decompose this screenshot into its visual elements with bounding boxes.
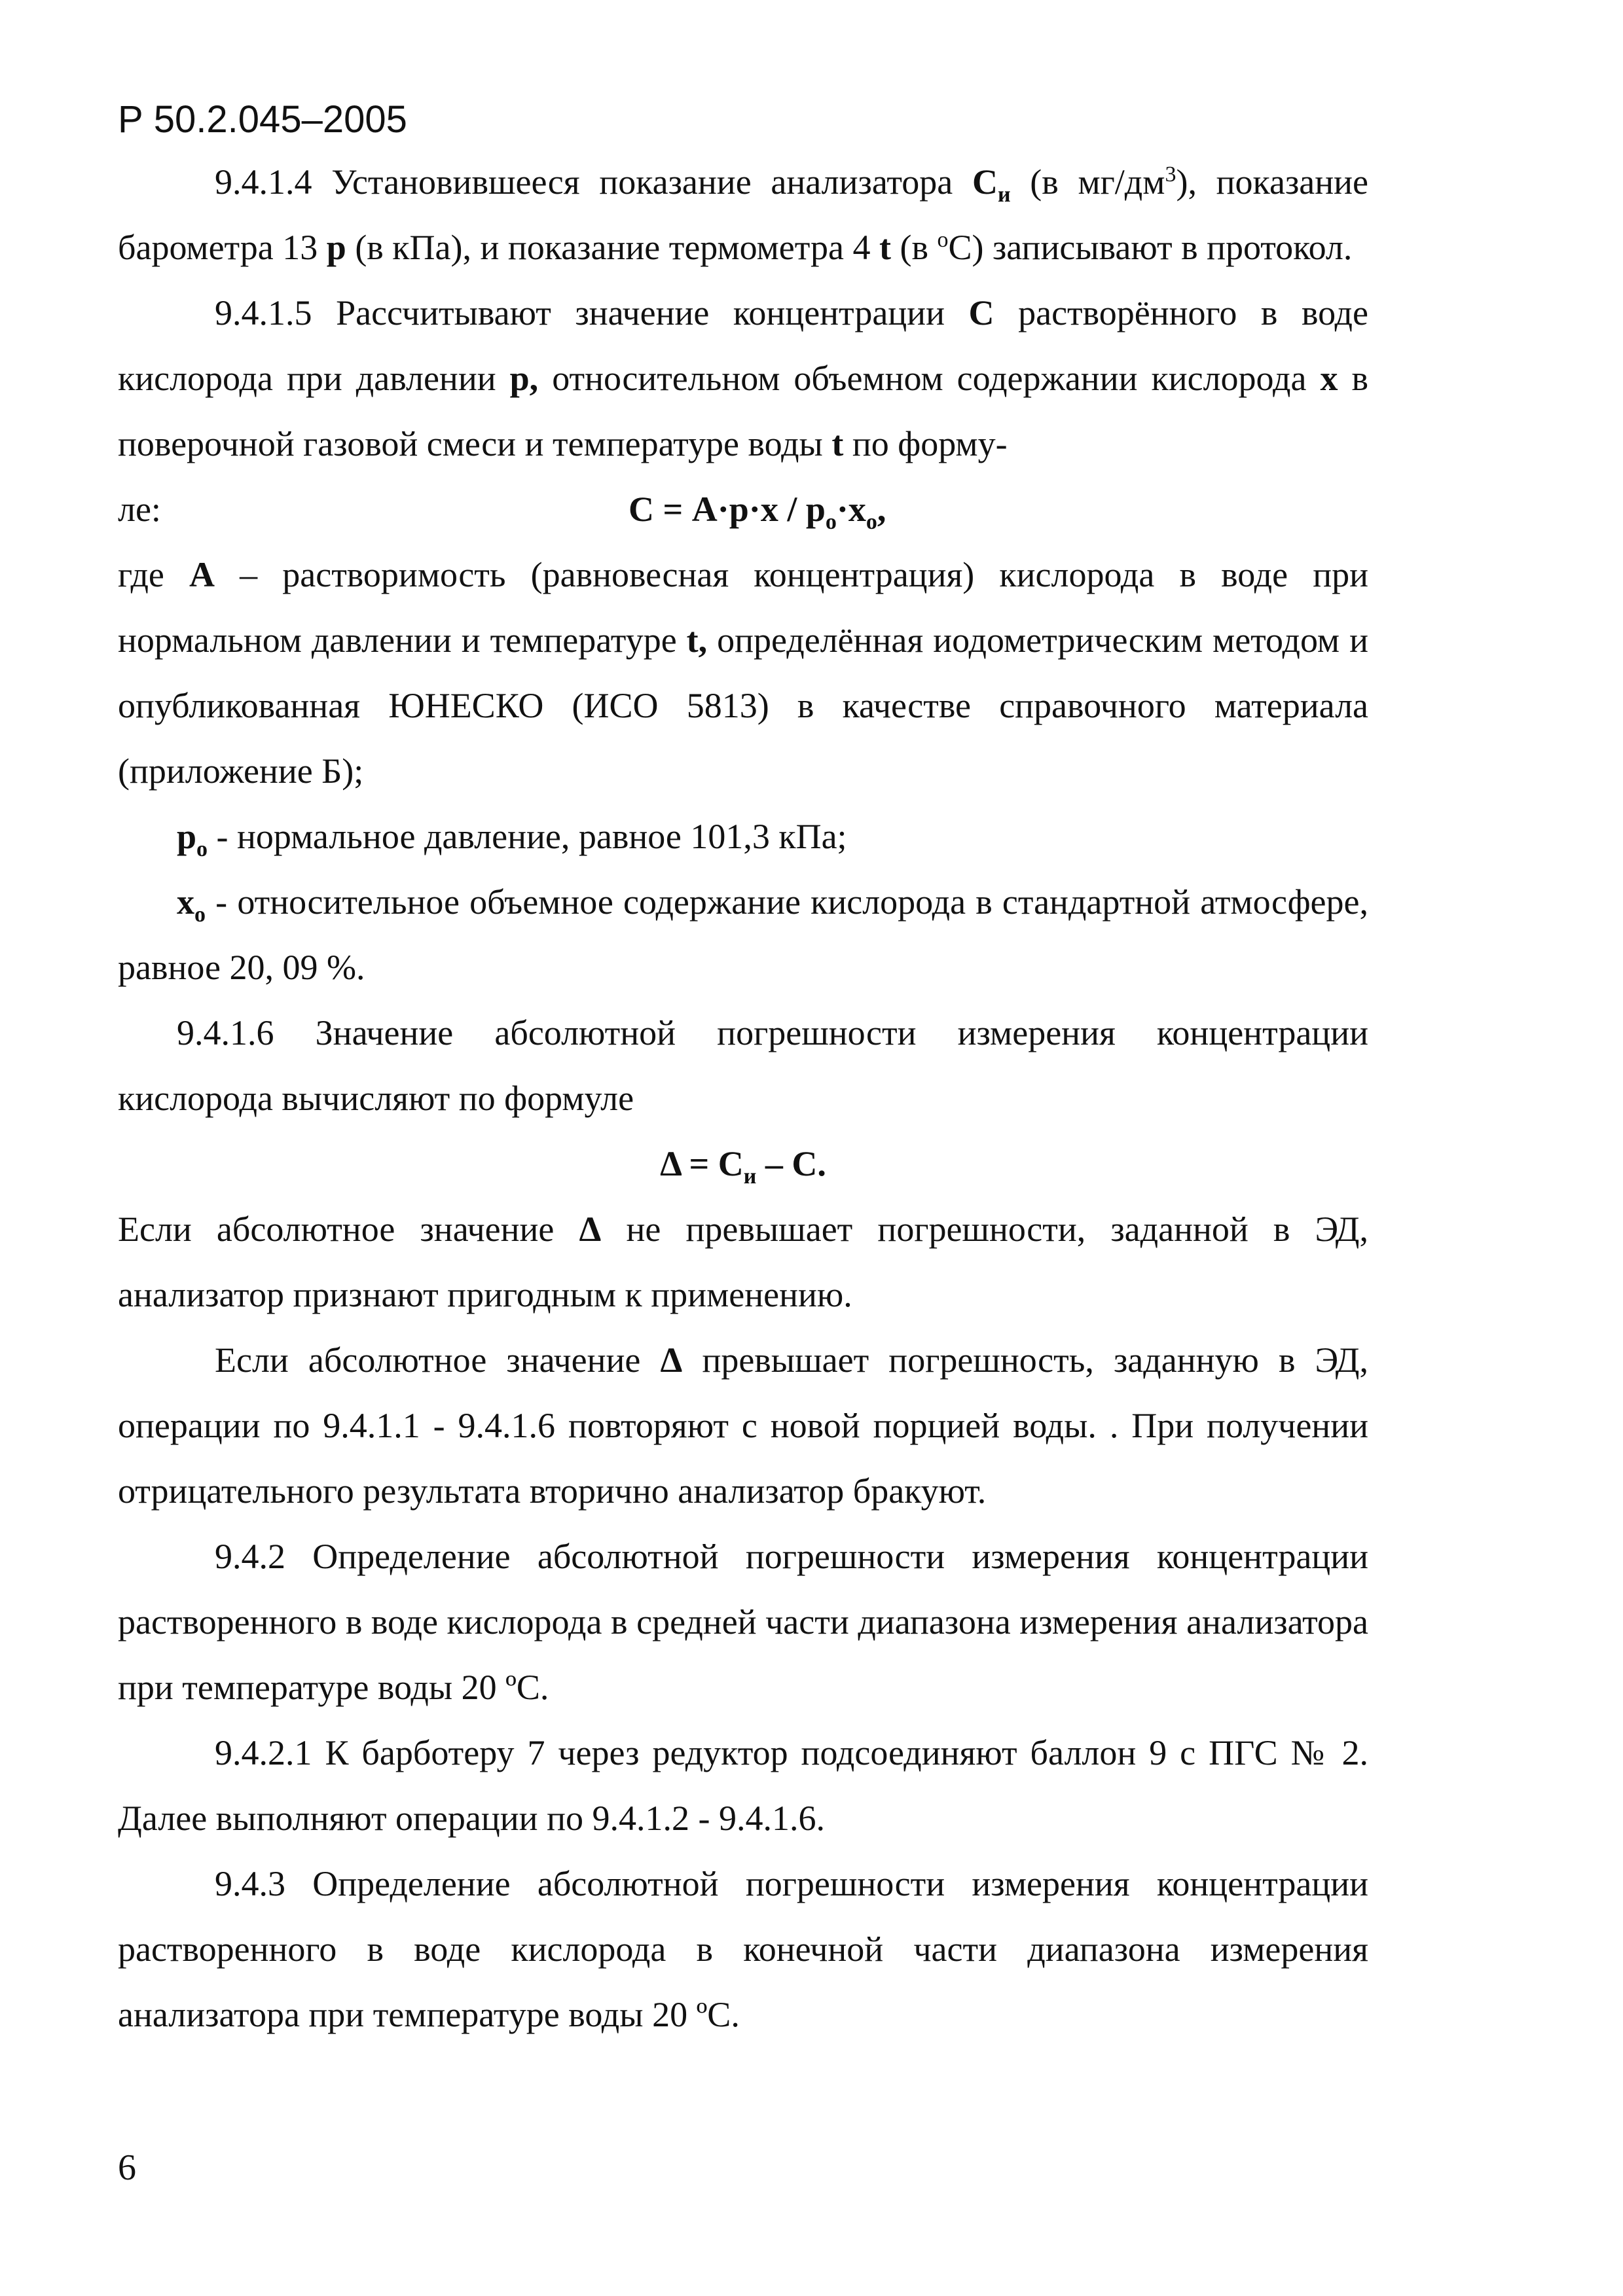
symbol-p: р bbox=[326, 228, 346, 267]
symbol-delta: Δ bbox=[660, 1340, 683, 1380]
symbol-x: х bbox=[1320, 359, 1338, 398]
symbol-t: t, bbox=[686, 620, 708, 660]
symbol-c: С bbox=[968, 293, 994, 332]
symbol-p0: $р_о$ bbox=[177, 817, 208, 861]
symbol-a: А bbox=[189, 555, 215, 594]
symbol-ci: $С_и$ bbox=[972, 162, 1011, 207]
document-header bbox=[118, 97, 407, 143]
paragraph-9-4-1-5: 9.4.1.5 Рассчитывают значение концентрации С растворённого в воде кислорода при давлении р, относительном объемном содержании кислорода х в поверочной газовой смеси и температуре воды t по форму- bbox=[118, 293, 1368, 463]
formula-line-concentration: ле: $С = А\cdot р\cdot х / р_о\cdot х_о$, bbox=[118, 476, 1368, 542]
formula-concentration: $С = А\cdot р\cdot х / р_о\cdot х_о$, bbox=[629, 490, 886, 534]
paragraph-where-a: где А – растворимость (равновесная концентрация) кислорода в воде при нормальном давлении и температуре t, определённая иодометрическим методом и опубликованная ЮНЕСКО (ИСО 5813) в качестве справочного материала (приложение Б); bbox=[118, 555, 1369, 791]
paragraph-x0: $х_о$ - относительное объемное содержание кислорода в стандартной атмосфере, равное 20, 09 %. bbox=[118, 882, 1368, 987]
formula-delta: $\Delta = С_и - С$. bbox=[660, 1144, 826, 1189]
symbol-delta: Δ bbox=[579, 1210, 602, 1249]
paragraph-9-4-2: 9.4.2 Определение абсолютной погрешности измерения концентрации растворенного в воде кислорода в средней части диапазона измерения анализатора при температуре воды 20 ºС. bbox=[118, 1537, 1368, 1707]
document-id: Р 50.2.045–2005 bbox=[118, 98, 407, 141]
paragraph-p0: $р_о$ - нормальное давление, равное 101,3 кПа; bbox=[177, 817, 847, 861]
paragraph-9-4-1-4: 9.4.1.4 Установившееся показание анализатора $С_и$ (в $мг/дм^3$), показание барометра 13 р (в кПа), и показание термометра 4 t (в $^о$С) записывают в протокол. bbox=[118, 162, 1369, 267]
paragraph-if-not-exceeds: Если абсолютное значение Δ не превышает погрешности, заданной в ЭД, анализатор признают пригодным к применению. bbox=[118, 1210, 1369, 1314]
symbol-t: t bbox=[831, 424, 844, 463]
paragraph-9-4-2-1: 9.4.2.1 К барботеру 7 через редуктор подсоединяют баллон 9 с ПГС № 2. Далее выполняют операции по 9.4.1.2 - 9.4.1.6. bbox=[118, 1733, 1368, 1838]
symbol-p: р, bbox=[509, 359, 539, 398]
paragraph-if-exceeds: Если абсолютное значение Δ превышает погрешность, заданную в ЭД, операции по 9.4.1.1 - 9.4.1.6 повторяют с новой порцией воды. . При получении отрицательного результата вторично анализатор бракуют. bbox=[118, 1340, 1369, 1511]
paragraph-9-4-3: 9.4.3 Определение абсолютной погрешности измерения концентрации растворенного в воде кислорода в конечной части диапазона измерения анализатора при температуре воды 20 ºС. bbox=[118, 1864, 1368, 2034]
document-body bbox=[118, 149, 1368, 2047]
paragraph-9-4-1-6: 9.4.1.6 Значение абсолютной погрешности измерения концентрации кислорода вычисляют по формуле bbox=[118, 1013, 1368, 1118]
symbol-x0: $х_о$ bbox=[177, 882, 206, 927]
page-number: 6 bbox=[118, 2147, 136, 2188]
symbol-t: t bbox=[879, 228, 891, 267]
